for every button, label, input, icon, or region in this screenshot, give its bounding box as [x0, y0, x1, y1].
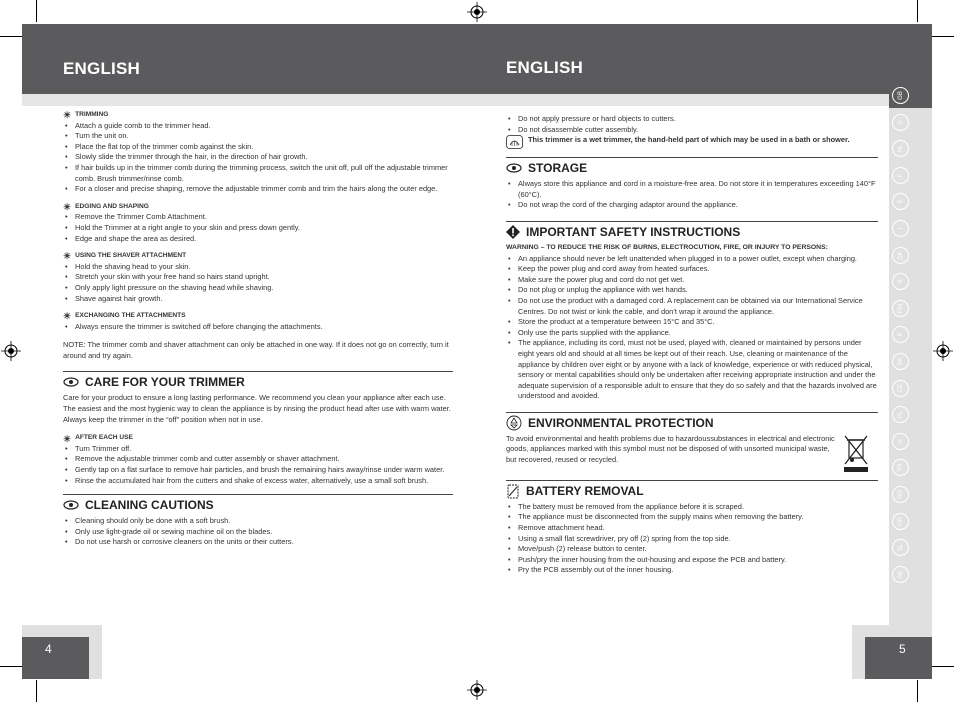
language-tab-pl[interactable]: PL — [892, 406, 909, 423]
language-tab-cz[interactable]: CZ — [892, 380, 909, 397]
care-heading: CARE FOR YOUR TRIMMER — [63, 371, 453, 390]
battery-heading: BATTERY REMOVAL — [506, 480, 878, 499]
list-item: • Remove attachment head. — [506, 523, 878, 534]
list-item: • Hold the Trimmer at a right angle to your skin and press down gently. — [63, 223, 453, 234]
list-item: • Do not use harsh or corrosive cleaners on the units or their cutters. — [63, 537, 453, 548]
care-text: Care for your product to ensure a long lasting performance. We recommend you clean your appliance after each use. The easiest and the most hygienic way to clean the appliance is by rinsing the product head after use with warm water. Always keep the trimmer in the “off” position when not in use. — [63, 393, 451, 424]
after-use-list — [63, 444, 453, 486]
list-item: • Turn the unit on. — [63, 131, 453, 142]
safety-heading: IMPORTANT SAFETY INSTRUCTIONS — [506, 221, 878, 240]
list-item: • Do not use the product with a damaged cord. A replacement can be obtained via our International Service Centres. Do not twist or kink the cable, and don’t wrap it around the appliance. — [506, 296, 878, 317]
language-tab-tr[interactable]: TR — [892, 459, 909, 476]
shaver-heading: ☀ USING THE SHAVER ATTACHMENT — [63, 251, 187, 262]
crossed-bin-icon — [842, 434, 870, 474]
right-page-number: 5 — [899, 642, 906, 656]
list-item: • Cleaning should only be done with a soft brush. — [63, 516, 453, 527]
list-item: • Make sure the power plug and cord do not get wet. — [506, 275, 878, 286]
list-item: • Push/pry the inner housing from the out-housing and expose the PCB and battery. — [506, 555, 878, 566]
list-item: • The appliance must be disconnected from the supply mains when removing the battery. — [506, 512, 878, 523]
list-item: • Pry the PCB assembly out of the inner housing. — [506, 565, 878, 576]
trimming-list — [63, 121, 453, 195]
language-tab-ro[interactable]: RO — [892, 486, 909, 503]
shaver-list — [63, 262, 453, 304]
sun-icon: ☀ — [63, 110, 72, 121]
list-item: • Place the flat top of the trimmer comb against the skin. — [63, 142, 453, 153]
right-column — [506, 114, 878, 576]
list-item: • Rinse the accumulated hair from the cutters and shake of excess water, alternatively, use a small soft brush. — [63, 476, 453, 487]
language-tab-nl[interactable]: NL — [892, 140, 909, 157]
language-tab-dk[interactable]: DK — [892, 247, 909, 264]
cleaning-list — [63, 516, 453, 548]
list-item: • Remove the Trimmer Comb Attachment. — [63, 212, 453, 223]
eye-icon — [63, 500, 79, 510]
language-tab-sl[interactable]: SL — [892, 539, 909, 556]
sun-icon: ☀ — [63, 311, 72, 322]
list-item: • The battery must be removed from the appliance before it is scraped. — [506, 502, 878, 513]
list-item: • Do not disassemble cutter assembly. — [506, 125, 878, 136]
battery-icon — [506, 483, 520, 499]
registration-mark-bottom — [467, 680, 487, 700]
environment-heading: ENVIRONMENTAL PROTECTION — [506, 412, 878, 431]
exchanging-heading: ☀ EXCHANGING THE ATTACHMENTS — [63, 311, 186, 322]
safety-warning: WARNING – TO REDUCE THE RISK OF BURNS, ELECTROCUTION, FIRE, OR INJURY TO PERSONS: — [506, 243, 828, 251]
registration-mark-top — [467, 2, 487, 22]
left-header-strip — [22, 94, 463, 106]
cutter-list — [506, 114, 878, 135]
list-item: • If hair builds up in the trimmer comb during the trimming process, switch the unit off, pull off the adjustable trimmer comb. Brush trimmer/rinse comb. — [63, 163, 453, 184]
storage-heading: STORAGE — [506, 157, 878, 176]
sun-icon: ☀ — [63, 251, 72, 262]
recycle-icon — [506, 415, 522, 431]
sun-icon: ☀ — [63, 202, 72, 213]
battery-list — [506, 502, 878, 576]
attachment-note: NOTE: The trimmer comb and shaver attachment can only be attached in one way. If it does not go on correctly, turn it around and try again. — [63, 340, 449, 360]
language-tab-s[interactable]: S — [892, 273, 909, 290]
shower-icon — [506, 135, 523, 149]
list-item: • Store the product at a temperature between 15°C and 35°C. — [506, 317, 878, 328]
list-item: • Do not apply pressure or hard objects to cutters. — [506, 114, 878, 125]
list-item: • Do not plug or unplug the appliance with wet hands. — [506, 285, 878, 296]
language-tab-sk[interactable]: SK — [892, 353, 909, 370]
after-use-heading: ☀ AFTER EACH USE — [63, 433, 133, 444]
list-item: • Hold the shaving head to your skin. — [63, 262, 453, 273]
language-tab-e[interactable]: E — [892, 193, 909, 210]
list-item: • Using a small flat screwdriver, pry off (2) spring from the top side. — [506, 534, 878, 545]
language-tab-fin[interactable]: FIN — [892, 300, 909, 317]
right-language-title: ENGLISH — [506, 58, 583, 77]
language-tab-h[interactable]: H — [892, 433, 909, 450]
list-item: • Edge and shape the area as desired. — [63, 234, 453, 245]
eye-icon — [506, 163, 522, 173]
list-item: • Only apply light pressure on the shaving head while shaving. — [63, 283, 453, 294]
sun-icon: ☀ — [63, 433, 72, 444]
environment-block — [506, 434, 878, 474]
list-item: • Keep the power plug and cord away from heated surfaces. — [506, 264, 878, 275]
exchanging-list — [63, 322, 453, 333]
language-tab-ae[interactable]: AE — [892, 566, 909, 583]
left-column — [63, 110, 453, 548]
environment-text: To avoid environmental and health problems due to hazardoussubstances in electrical and electronic goods, appliances marked with this symbol must not be disposed of with unsorted municipal waste, but recovered, reused or recycled. — [506, 433, 835, 465]
left-language-title: ENGLISH — [63, 59, 140, 78]
trimming-heading: ☀ TRIMMING — [63, 110, 109, 121]
registration-mark-left — [1, 341, 21, 361]
list-item: • The appliance, including its cord, must not be used, played with, cleaned or maintained by persons under eight years old and should at all times be kept out of their reach. Use, cleaning or maintenance of the appliance by children over eight or by anyone with a lack of knowledge, experience or with reduced physical, sensory or mental capabilities should only be undertaken after receiving appropriate instruction and under the adequate supervision of a responsible adult to ensure that they do so safely and that the hazards involved are understood and avoided. — [506, 338, 878, 402]
list-item: • Move/push (2) release button to center. — [506, 544, 878, 555]
right-header-strip — [463, 94, 889, 106]
list-item: • Remove the adjustable trimmer comb and cutter assembly or shaver attachment. — [63, 454, 453, 465]
language-tab-f[interactable]: F — [892, 167, 909, 184]
list-item: • Always store this appliance and cord in a moisture-free area. Do not store it in temperatures exceeding 140°F (60°C). — [506, 179, 878, 200]
list-item: • Always ensure the trimmer is switched off before changing the attachments. — [63, 322, 453, 333]
left-page-number: 4 — [45, 642, 52, 656]
registration-mark-right — [933, 341, 953, 361]
list-item: • Do not wrap the cord of the charging adaptor around the appliance. — [506, 200, 878, 211]
eye-icon — [63, 377, 79, 387]
warning-icon — [506, 225, 520, 239]
language-tab-gb[interactable]: GB — [892, 87, 909, 104]
left-footer-block — [22, 637, 89, 679]
cleaning-heading: CLEANING CAUTIONS — [63, 494, 453, 513]
wet-trimmer-note: This trimmer is a wet trimmer, the hand-held part of which may be used in a bath or shower. — [506, 135, 878, 149]
safety-list — [506, 254, 878, 402]
list-item: • An appliance should never be left unattended when plugged in to a power outlet, except when charging. — [506, 254, 878, 265]
language-tab-gr[interactable]: GR — [892, 513, 909, 530]
list-item: • Stretch your skin with your free hand so hairs stand upright. — [63, 272, 453, 283]
edging-list — [63, 212, 453, 244]
list-item: • For a closer and precise shaping, remove the adjustable trimmer comb and trim the hairs along the outer edge. — [63, 184, 453, 195]
list-item: • Gently tap on a flat surface to remove hair particles, and brush the remaining hairs away/rinse under warm water. — [63, 465, 453, 476]
storage-list — [506, 179, 878, 211]
language-tab-p[interactable]: P — [892, 326, 909, 343]
list-item: • Only use light-grade oil or sewing machine oil on the blades. — [63, 527, 453, 538]
language-tab-d[interactable]: D — [892, 114, 909, 131]
edging-heading: ☀ EDGING AND SHAPING — [63, 202, 149, 213]
list-item: • Turn Trimmer off. — [63, 444, 453, 455]
list-item: • Slowly slide the trimmer through the hair, in the direction of hair growth. — [63, 152, 453, 163]
list-item: • Shave against hair growth. — [63, 294, 453, 305]
list-item: • Only use the parts supplied with the appliance. — [506, 328, 878, 339]
language-tab-i[interactable]: I — [892, 220, 909, 237]
list-item: • Attach a guide comb to the trimmer head. — [63, 121, 453, 132]
